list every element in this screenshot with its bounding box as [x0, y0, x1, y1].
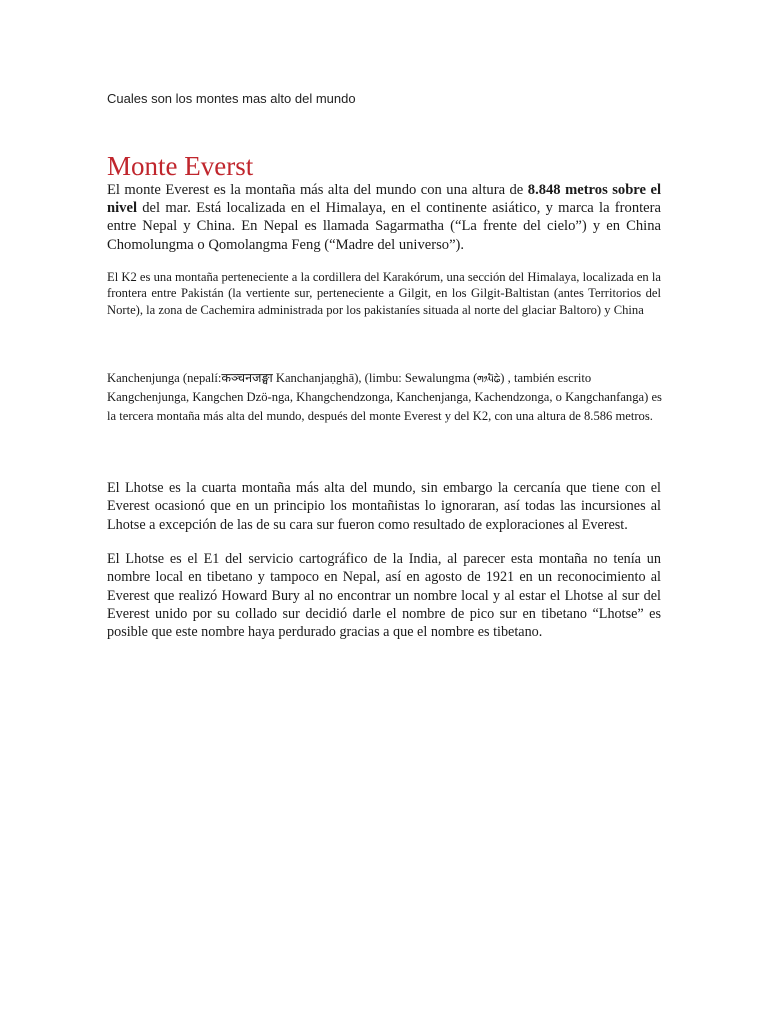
everest-text-start: El monte Everest es la montaña más alta del mundo con una altura de — [107, 182, 528, 198]
everest-text-end: del mar. Está localizada en el Himalaya, en el continente asiático, y marca la frontera entre Nepal y China. En Nepal es llamada Sagarmatha (“La frente del cielo”) y en China Chomolungma o Qomolangma Feng (“Madre del universo”). — [107, 200, 661, 253]
lhotse-paragraph-1: El Lhotse es la cuarta montaña más alta del mundo, sin embargo la cercanía que tiene con el Everest ocasionó que en un principio los montañistas lo ignoraran, así todas las incursiones al Lhotse a excepción de las de su cara sur fueron como resultado de exploraciones al Everest. — [107, 480, 661, 533]
everest-paragraph — [107, 181, 661, 254]
k2-paragraph: El K2 es una montaña perteneciente a la cordillera del Karakórum, una sección del Himalaya, localizada en la frontera entre Pakistán (la vertiente sur, perteneciente a Gilgit, en los Gilgit-Baltistan (antes Territorios del Norte), la zona de Cachemira administrada por los pakistaníes situada al norte del glaciar Baltoro) y China — [107, 270, 661, 317]
intro-line: Cuales son los montes mas alto del mundo — [107, 91, 356, 106]
page-title: Monte Everst — [107, 151, 254, 181]
lhotse-paragraph-2: El Lhotse es el E1 del servicio cartográfico de la India, al parecer esta montaña no tenía un nombre local en tibetano y tampoco en Nepal, así en agosto de 1921 en un reconocimiento al Everest que realizó Howard Bury al no encontrar un nombre local y al estar el Lhotse al sur del Everest unido por su collado sur decidió darle el nombre de pico sur en tibetano “Lhotse” es posible que este nombre haya perdurado gracias a que el nombre es tibetano. — [107, 551, 661, 641]
everest-height-bold: 8.848 metros sobre el nivel — [107, 182, 662, 217]
kanchenjunga-paragraph: Kanchenjunga (nepalí:कञ्चनजङ्घा Kanchanjaṇghā), (limbu: Sewalungma (ᤛᤣᤘᤠᤒᤧ) , también escrito Kangchenjunga, Kangchen Dzö-nga, Khangchendzonga, Kanchenjanga, Kachendzonga, o Kangchanfanga) es la tercera montaña más alta del mundo, después del monte Everest y del K2, con una altura de 8.586 metros. — [107, 371, 662, 423]
